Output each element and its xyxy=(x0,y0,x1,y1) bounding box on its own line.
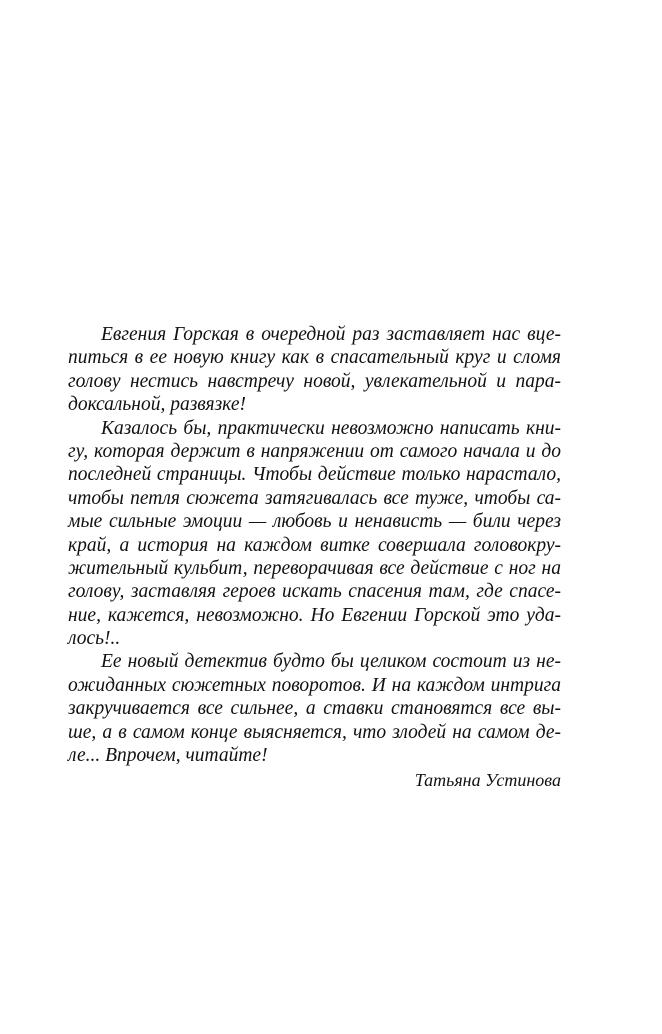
text-line: лось!.. xyxy=(68,628,121,650)
text-line: голову, заставляя героев искать спасения там, где спасе- xyxy=(68,581,561,603)
text-line: питься в ее новую книгу как в спасательный круг и сломя xyxy=(68,347,561,369)
text-line: Ее новый детектив будто бы целиком состоит из не- xyxy=(101,651,561,673)
text-line: жительный кульбит, переворачивая все действие с ног на xyxy=(68,557,561,579)
blurb-text xyxy=(68,323,561,793)
text-line: гу, которая держит в напряжении от самого начала и до xyxy=(68,440,561,462)
author-signature: Татьяна Устинова xyxy=(414,770,561,791)
text-line: мые сильные эмоции — любовь и ненависть — били через xyxy=(68,511,561,533)
text-line: ние, кажется, невозможно. Но Евгении Горской это уда- xyxy=(68,604,561,626)
text-line: ле... Впрочем, читайте! xyxy=(68,745,268,767)
text-line: Казалось бы, практически невозможно написать кни- xyxy=(101,417,561,439)
paragraph-3 xyxy=(68,650,561,767)
paragraph-2 xyxy=(68,417,561,651)
text-line: Евгения Горская в очередной раз заставляет нас вце- xyxy=(101,324,561,345)
text-line: голову нестись навстречу новой, увлекательной и пара- xyxy=(68,370,561,392)
text-line: чтобы петля сюжета затягивалась все туже, чтобы са- xyxy=(68,487,561,509)
paragraph-1 xyxy=(68,323,561,417)
text-line: край, а история на каждом витке совершала головокру- xyxy=(68,534,561,556)
text-line: последней страницы. Чтобы действие только нарастало, xyxy=(68,464,561,486)
text-line: доксальной, развязке! xyxy=(68,394,246,416)
text-line: закручивается все сильнее, а ставки становятся все вы- xyxy=(68,698,561,720)
text-line: ше, а в самом конце выясняется, что злодей на самом де- xyxy=(68,721,561,743)
text-line: ожиданных сюжетных поворотов. И на каждом интрига xyxy=(68,674,561,696)
